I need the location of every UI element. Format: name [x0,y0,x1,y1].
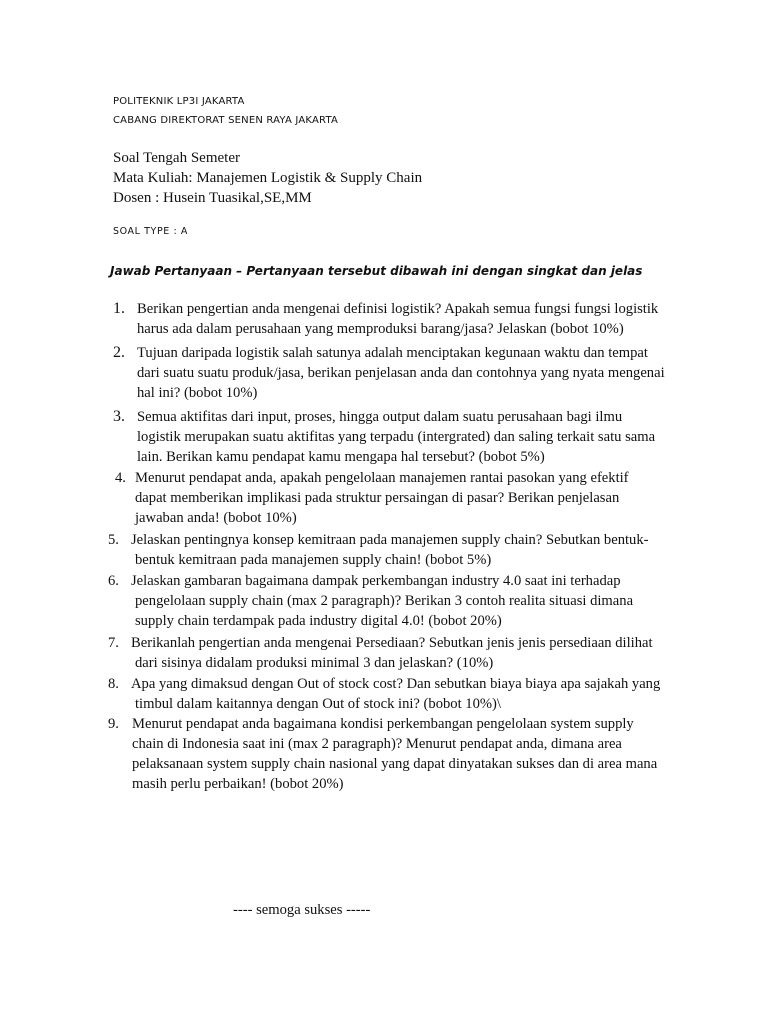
question-line: dari suatu suatu produk/jasa, berikan penjelasan anda dan contohnya yang nyata mengenai [137,365,665,381]
soal-type: SOAL TYPE : A [113,226,189,237]
question-line: Berikan pengertian anda mengenai definisi logistik? Apakah semua fungsi fungsi logistik [137,301,659,317]
question-line: Berikanlah pengertian anda mengenai Persediaan? Sebutkan jenis jenis persediaan dilihat [131,635,653,651]
question-line: harus ada dalam perusahaan yang memproduksi barang/jasa? Jelaskan (bobot 10%) [137,321,624,337]
question-line: Jelaskan gambaran bagaimana dampak perkembangan industry 4.0 saat ini terhadap [131,573,621,589]
course-name: Mata Kuliah: Manajemen Logistik & Supply Chain [113,170,423,186]
question-number: 3. [113,408,125,425]
exam-title: Soal Tengah Semeter [113,150,240,166]
question-number: 7. [108,635,119,651]
question-line: Jelaskan pentingnya konsep kemitraan pada manajemen supply chain? Sebutkan bentuk- [131,532,649,548]
question-line: dari sisinya didalam produksi minimal 3 dan jelaskan? (10%) [135,655,494,671]
question-line: pelaksanaan system supply chain nasional yang dapat dinyatakan sukses dan di area mana [132,756,658,772]
question-line: lain. Berikan kamu pendapat kamu mengapa hal tersebut? (bobot 5%) [137,449,545,465]
question-line: supply chain terdampak pada industry digital 4.0! (bobot 20%) [135,613,502,629]
branch-name: CABANG DIREKTORAT SENEN RAYA JAKARTA [113,115,339,126]
question-line: Menurut pendapat anda, apakah pengelolaan manajemen rantai pasokan yang efektif [135,470,629,486]
lecturer-name: Dosen : Husein Tuasikal,SE,MM [113,190,312,206]
institution-name: POLITEKNIK LP3I JAKARTA [113,96,245,107]
question-line: masih perlu perbaikan! (bobot 20%) [132,776,344,792]
question-number: 6. [108,573,119,589]
question-line: logistik merupakan suatu aktifitas yang terpadu (intergrated) dan saling terkait satu sama [137,429,656,445]
question-number: 8. [108,676,119,692]
question-number: 5. [108,532,119,548]
question-line: jawaban anda! (bobot 10%) [135,510,297,526]
instruction-heading: Jawab Pertanyaan – Pertanyaan tersebut dibawah ini dengan singkat dan jelas [110,264,643,278]
question-number: 1. [113,300,125,317]
question-line: chain di Indonesia saat ini (max 2 paragraph)? Menurut pendapat anda, dimana area [132,736,622,752]
question-line: Apa yang dimaksud dengan Out of stock cost? Dan sebutkan biaya biaya apa sajakah yang [131,676,661,692]
question-number: 9. [108,716,119,732]
question-line: pengelolaan supply chain (max 2 paragraph)? Berikan 3 contoh realita situasi dimana [135,593,634,609]
question-line: dapat memberikan implikasi pada struktur persaingan di pasar? Berikan penjelasan [135,490,620,506]
question-line: Tujuan daripada logistik salah satunya adalah menciptakan kegunaan waktu dan tempat [137,345,648,361]
question-number: 2. [113,344,125,361]
question-line: Menurut pendapat anda bagaimana kondisi perkembangan pengelolaan system supply [132,716,634,732]
question-line: Semua aktifitas dari input, proses, hingga output dalam suatu perusahaan bagi ilmu [137,409,623,425]
question-line: timbul dalam kaitannya dengan Out of stock ini? (bobot 10%)\ [135,696,501,712]
question-line: hal ini? (bobot 10%) [137,385,258,401]
question-number: 4. [115,470,126,486]
question-line: bentuk kemitraan pada manajemen supply chain! (bobot 5%) [135,552,492,568]
closing-note: ---- semoga sukses ----- [233,902,371,918]
